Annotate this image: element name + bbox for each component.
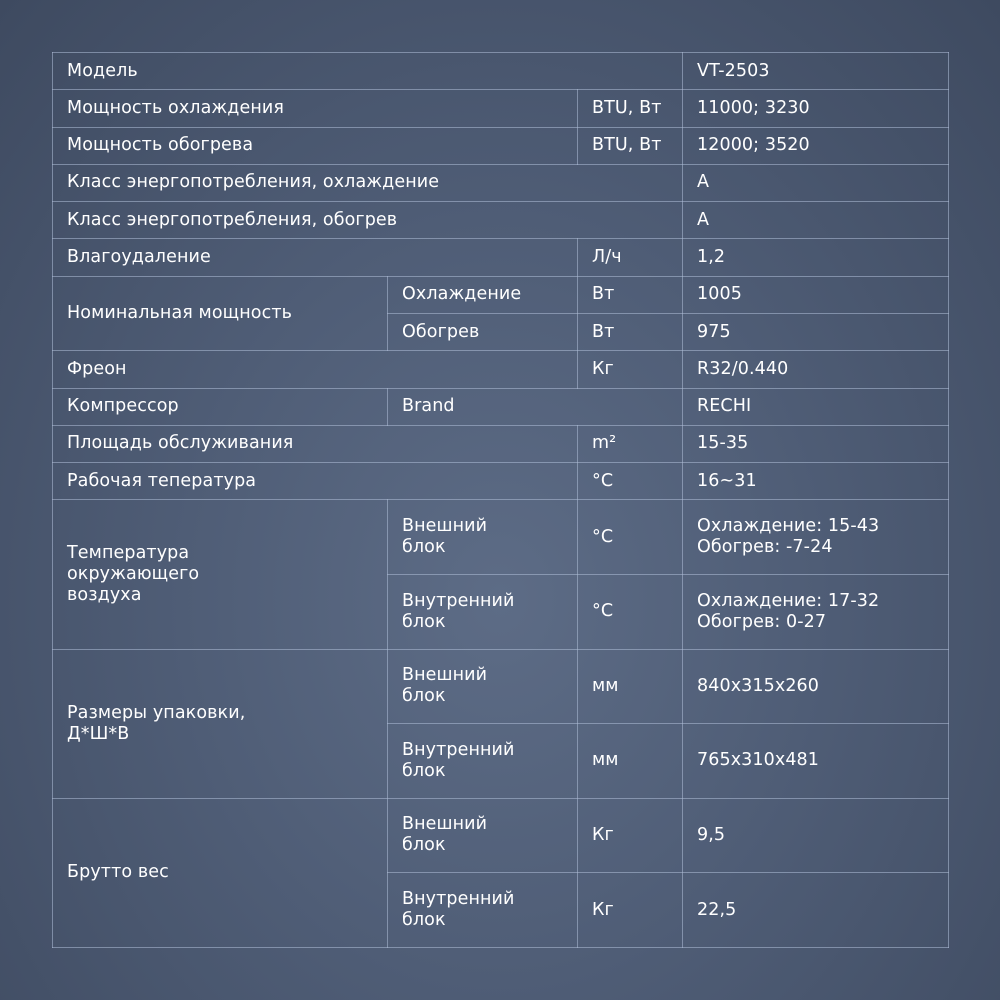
table-row-nominal-power-cooling	[53, 276, 949, 313]
spec-table	[52, 52, 949, 948]
dehumidification-label: Влагоудаление	[53, 239, 578, 276]
table-row-working-temp	[53, 463, 949, 500]
compressor-label: Компрессор	[53, 388, 388, 425]
table-row-energy-class-cooling	[53, 164, 949, 201]
compressor-sub: Brand	[388, 388, 683, 425]
nominal-power-heating-label: Обогрев	[388, 313, 578, 350]
table-row-freon	[53, 351, 949, 388]
ambient-temp-indoor-unit: °C	[578, 574, 683, 649]
energy-class-heating-label: Класс энергопотребления, обогрев	[53, 202, 683, 239]
package-size-indoor-unit: мм	[578, 724, 683, 799]
energy-class-cooling-value: A	[683, 164, 949, 201]
model-label: Модель	[53, 53, 683, 90]
ambient-temp-indoor-label: Внутренний блок	[388, 574, 578, 649]
nominal-power-cooling-unit: Вт	[578, 276, 683, 313]
compressor-value: RECHI	[683, 388, 949, 425]
cooling-power-label: Мощность охлаждения	[53, 90, 578, 127]
table-row-dehumidification	[53, 239, 949, 276]
service-area-value: 15-35	[683, 425, 949, 462]
energy-class-cooling-label: Класс энергопотребления, охлаждение	[53, 164, 683, 201]
cooling-power-unit: BTU, Вт	[578, 90, 683, 127]
package-size-outdoor-unit: мм	[578, 649, 683, 724]
gross-weight-indoor-value: 22,5	[683, 873, 949, 948]
nominal-power-cooling-value: 1005	[683, 276, 949, 313]
table-row-compressor	[53, 388, 949, 425]
table-row-service-area	[53, 425, 949, 462]
package-size-outdoor-label: Внешний блок	[388, 649, 578, 724]
working-temp-unit: °C	[578, 463, 683, 500]
model-value: VT-2503	[683, 53, 949, 90]
cooling-power-value: 11000; 3230	[683, 90, 949, 127]
nominal-power-heating-unit: Вт	[578, 313, 683, 350]
heating-power-value: 12000; 3520	[683, 127, 949, 164]
table-row-energy-class-heating	[53, 202, 949, 239]
working-temp-value: 16~31	[683, 463, 949, 500]
freon-value: R32/0.440	[683, 351, 949, 388]
gross-weight-label: Брутто вес	[53, 798, 388, 947]
ambient-temp-outdoor-label: Внешний блок	[388, 500, 578, 575]
table-row-model	[53, 53, 949, 90]
table-row-cooling-power	[53, 90, 949, 127]
gross-weight-outdoor-value: 9,5	[683, 798, 949, 873]
nominal-power-heating-value: 975	[683, 313, 949, 350]
ambient-temp-outdoor-unit: °C	[578, 500, 683, 575]
gross-weight-outdoor-unit: Кг	[578, 798, 683, 873]
service-area-unit: m²	[578, 425, 683, 462]
package-size-label: Размеры упаковки, Д*Ш*В	[53, 649, 388, 798]
package-size-indoor-value: 765x310x481	[683, 724, 949, 799]
energy-class-heating-value: A	[683, 202, 949, 239]
nominal-power-label: Номинальная мощность	[53, 276, 388, 351]
dehumidification-value: 1,2	[683, 239, 949, 276]
table-row-package-size-outdoor	[53, 649, 949, 724]
ambient-temp-indoor-value: Охлаждение: 17-32 Обогрев: 0-27	[683, 574, 949, 649]
service-area-label: Площадь обслуживания	[53, 425, 578, 462]
table-row-ambient-temp-outdoor	[53, 500, 949, 575]
table-row-heating-power	[53, 127, 949, 164]
heating-power-unit: BTU, Вт	[578, 127, 683, 164]
freon-label: Фреон	[53, 351, 578, 388]
gross-weight-indoor-unit: Кг	[578, 873, 683, 948]
ambient-temp-label: Температура окружающего воздуха	[53, 500, 388, 649]
ambient-temp-outdoor-value: Охлаждение: 15-43 Обогрев: -7-24	[683, 500, 949, 575]
gross-weight-indoor-label: Внутренний блок	[388, 873, 578, 948]
working-temp-label: Рабочая тепература	[53, 463, 578, 500]
gross-weight-outdoor-label: Внешний блок	[388, 798, 578, 873]
nominal-power-cooling-label: Охлаждение	[388, 276, 578, 313]
package-size-outdoor-value: 840x315x260	[683, 649, 949, 724]
dehumidification-unit: Л/ч	[578, 239, 683, 276]
package-size-indoor-label: Внутренний блок	[388, 724, 578, 799]
freon-unit: Кг	[578, 351, 683, 388]
table-row-gross-weight-outdoor	[53, 798, 949, 873]
heating-power-label: Мощность обогрева	[53, 127, 578, 164]
